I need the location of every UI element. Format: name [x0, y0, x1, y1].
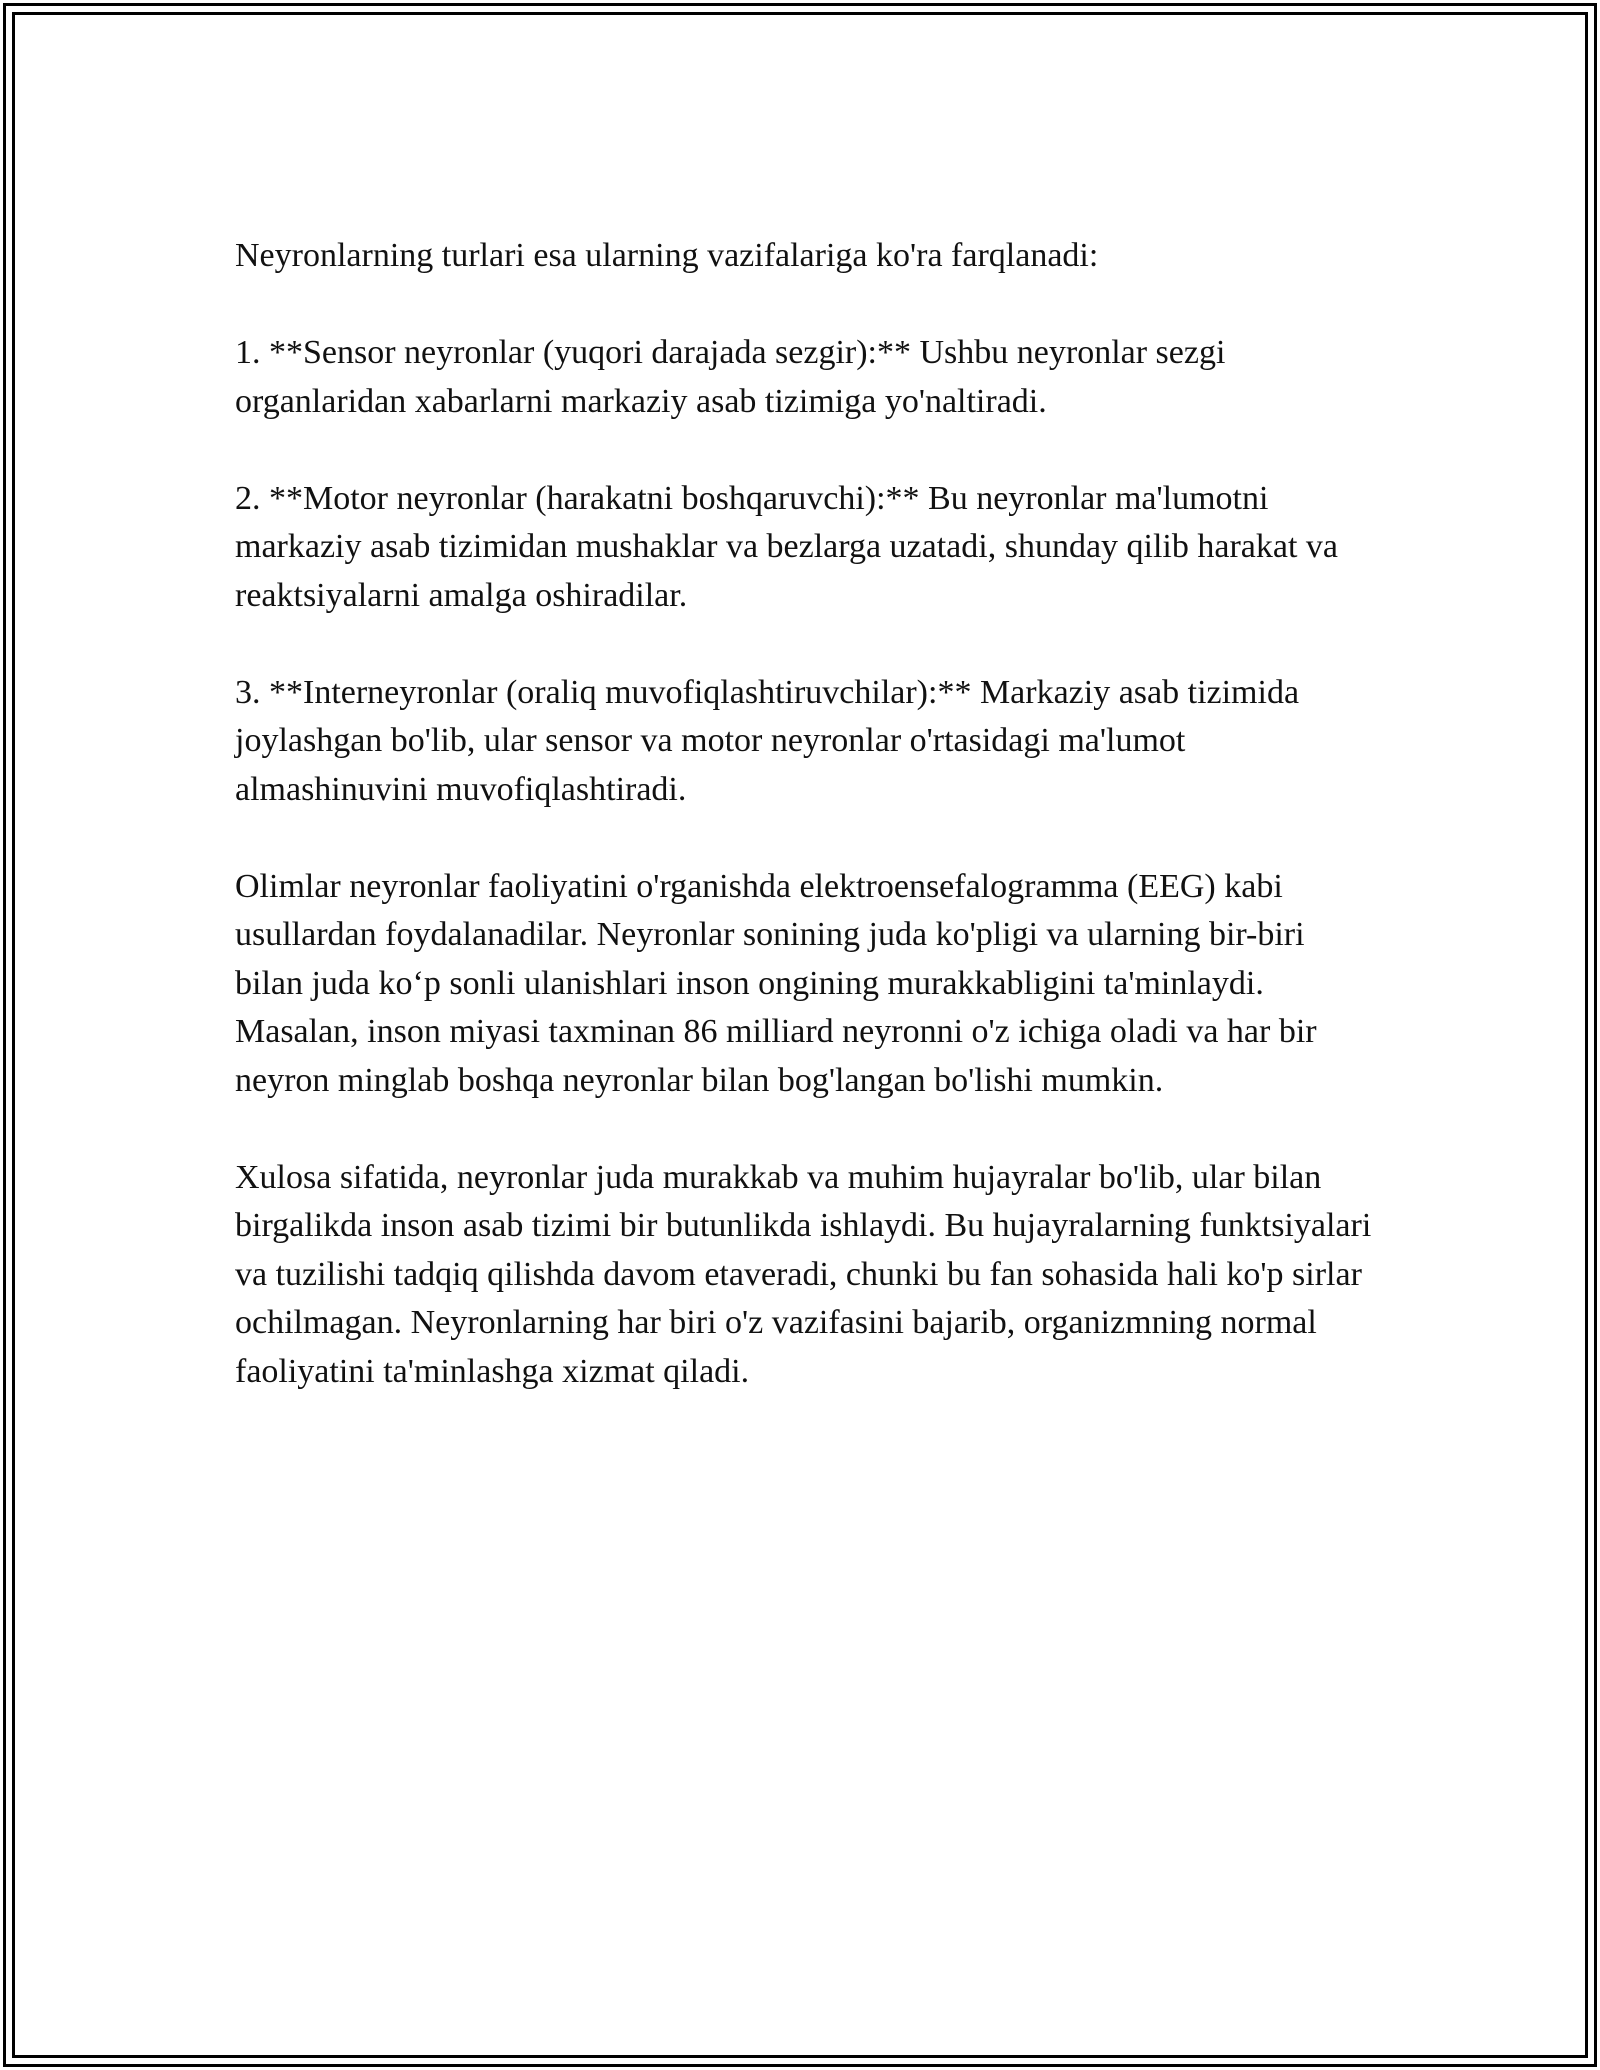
list-item-interneurons: 3. **Interneyronlar (oraliq muvofiqlashtiruvchilar):** Markaziy asab tizimida joylashgan bo'lib, ular sensor va motor neyronlar o'rtasidagi ma'lumot almashinuvini muvofiqlashtiradi.: [235, 673, 1300, 808]
research-paragraph: Olimlar neyronlar faoliyatini o'rganishda elektroensefalogramma (EEG) kabi usullardan foydalanadilar. Neyronlar sonining juda ko'pligi va ularning bir-biri bilan juda ko‘p sonli ulanishlari inson ongining murakkabligini ta'minlaydi. Masalan, inson miyasi taxminan 86 milliard neyronni o'z ichiga oladi va har bir neyron minglab boshqa neyronlar bilan bog'langan bo'lishi mumkin.: [235, 867, 1317, 1099]
list-item-sensor-neurons: 1. **Sensor neyronlar (yuqori darajada sezgir):** Ushbu neyronlar sezgi organlaridan xabarlarni markaziy asab tizimiga yo'naltiradi.: [235, 334, 1226, 420]
conclusion-paragraph: Xulosa sifatida, neyronlar juda murakkab va muhim hujayralar bo'lib, ular bilan birgalikda inson asab tizimi bir butunlikda ishlaydi. Bu hujayralarning funktsiyalari va tuzilishi tadqiq qilishda davom etaveradi, chunki bu fan sohasida hali ko'p sirlar ochilmagan. Neyronlarning har biri o'z vazifasini bajarib, organizmning normal faoliyatini ta'minlashga xizmat qiladi.: [235, 1158, 1372, 1390]
document-body: [235, 232, 1375, 1396]
list-item-motor-neurons: 2. **Motor neyronlar (harakatni boshqaruvchi):** Bu neyronlar ma'lumotni markaziy asab tizimidan mushaklar va bezlarga uzatadi, shunday qilib harakat va reaktsiyalarni amalga oshiradilar.: [235, 479, 1339, 614]
intro-paragraph: Neyronlarning turlari esa ularning vazifalariga ko'ra farqlanadi:: [235, 237, 1099, 274]
